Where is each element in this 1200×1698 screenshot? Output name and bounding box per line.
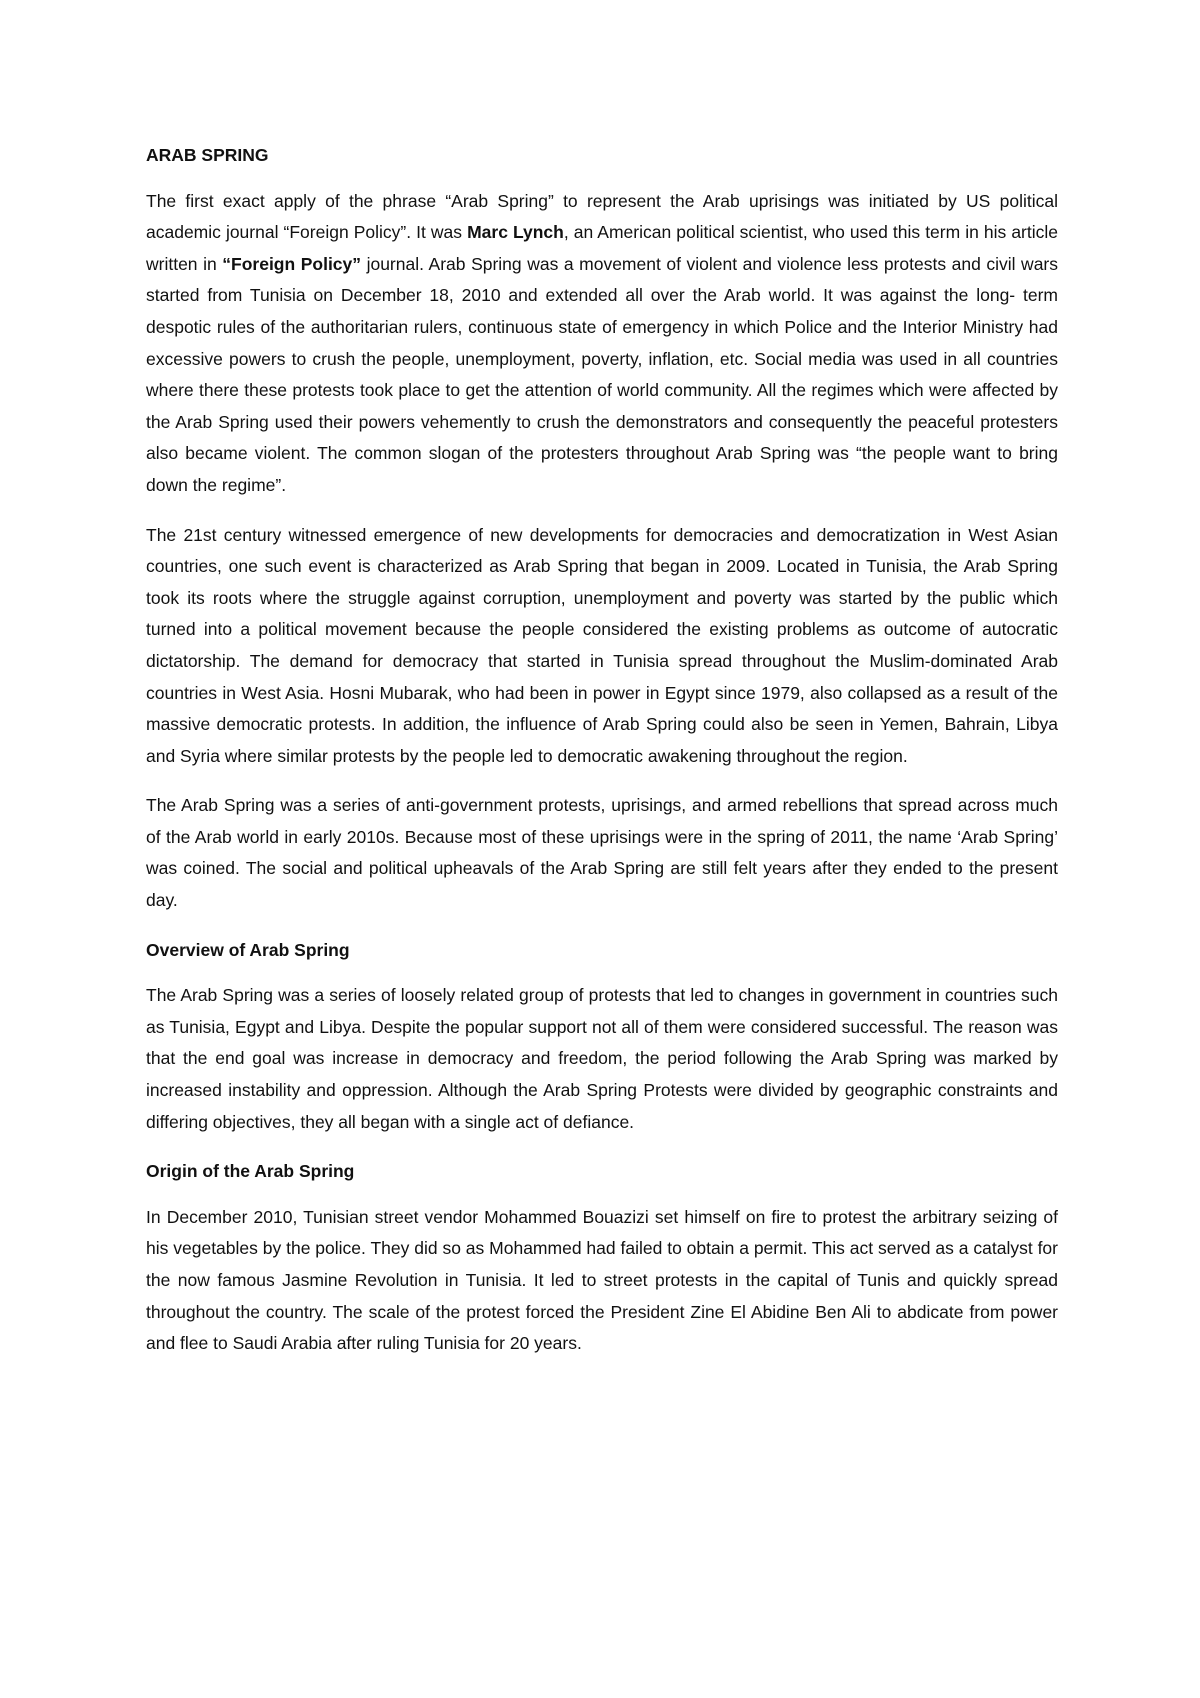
- section-heading-origin: Origin of the Arab Spring: [146, 1161, 355, 1182]
- paragraph-series-of-protests: The Arab Spring was a series of anti-government protests, uprisings, and armed rebellions that spread across much of the Arab world in early 2010s. Because most of these uprisings were in the spring of 2011, the name ‘Arab Spring’ was coined. The social and political upheavals of the Arab Spring are still felt years after they ended to the present day.: [146, 795, 1058, 911]
- paragraph-text: The first exact apply of the phrase “Arab Spring” to represent the Arab uprisings was initiated by US political academic journal “Foreign Policy”. It was: [146, 190, 1058, 243]
- paragraph-foreign-policy: [146, 186, 1058, 502]
- paragraph-21st-century: The 21st century witnessed emergence of new developments for democracies and democratization in West Asian countries, one such event is characterized as Arab Spring that began in 2009. Located in Tunisia, the Arab Spring took its roots where the struggle against corruption, unemployment and poverty was started by the public which turned into a political movement because the people considered the existing problems as outcome of autocratic dictatorship. The demand for democracy that started in Tunisia spread throughout the Muslim-dominated Arab countries in West Asia. Hosni Mubarak, who had been in power in Egypt since 1979, also collapsed as a result of the massive democratic protests. In addition, the influence of Arab Spring could also be seen in Yemen, Bahrain, Libya and Syria where similar protests by the people led to democratic awakening throughout the region.: [146, 524, 1058, 766]
- paragraph-origin: In December 2010, Tunisian street vendor Mohammed Bouazizi set himself on fire to protest the arbitrary seizing of his vegetables by the police. They did so as Mohammed had failed to obtain a permit. This act served as a catalyst for the now famous Jasmine Revolution in Tunisia. It led to street protests in the capital of Tunis and quickly spread throughout the country. The scale of the protest forced the President Zine El Abidine Ben Ali to abdicate from power and flee to Saudi Arabia after ruling Tunisia for 20 years.: [146, 1206, 1058, 1354]
- document-body: [146, 140, 1058, 1360]
- paragraph-text: journal. Arab Spring was a movement of violent and violence less protests and civil wars started from Tunisia on December 18, 2010 and extended all over the Arab world. It was against the long- term despotic rules of the authoritarian rulers, continuous state of emergency in which Police and the Interior Ministry had excessive powers to crush the people, unemployment, poverty, inflation, etc. Social media was used in all countries where there these protests took place to get the attention of world community. All the regimes which were affected by the Arab Spring used their powers vehemently to crush the demonstrators and consequently the peaceful protesters also became violent. The common slogan of the protesters throughout Arab Spring was “the people want to bring down the regime”.: [146, 253, 1059, 495]
- bold-journal-name: “Foreign Policy”: [222, 253, 362, 274]
- paragraph-text: , an American political scientist, who used this term in his article written in: [146, 222, 1058, 274]
- bold-name-marc-lynch: Marc Lynch: [467, 222, 564, 243]
- document-title: ARAB SPRING: [146, 145, 269, 165]
- section-heading-overview: Overview of Arab Spring: [146, 939, 350, 960]
- paragraph-overview: The Arab Spring was a series of loosely related group of protests that led to changes in government in countries such as Tunisia, Egypt and Libya. Despite the popular support not all of them were considered successful. The reason was that the end goal was increase in democracy and freedom, the period following the Arab Spring was marked by increased instability and oppression. Although the Arab Spring Protests were divided by geographic constraints and differing objectives, they all began with a single act of defiance.: [146, 985, 1058, 1132]
